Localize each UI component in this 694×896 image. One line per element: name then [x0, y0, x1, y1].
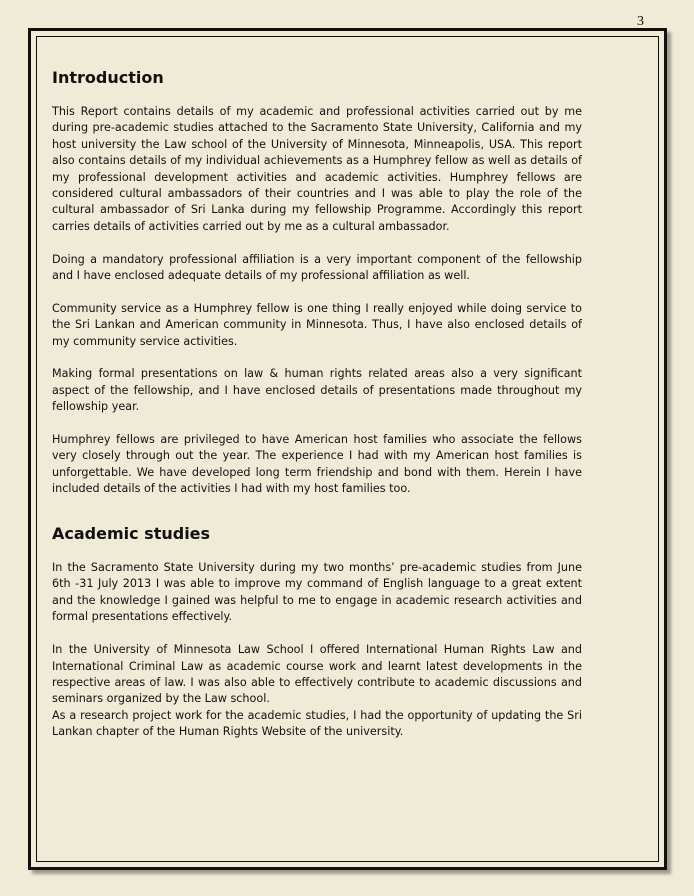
academic-studies-paragraph: In the Sacramento State University during my two months’ pre-academic studies from June 6th -31 July 2013 I was able to improve my command of English language to a great extent and the knowledge I gained was helpful to me to engage in academic research activities and formal presentations effectively.: [52, 561, 582, 624]
section-spacer: [52, 514, 582, 524]
introduction-paragraph: Doing a mandatory professional affiliation is a very important component of the fellowship and I have enclosed adequate details of my professional affiliation as well.: [52, 252, 582, 283]
page-number: 3: [637, 14, 644, 29]
academic-studies-paragraph: As a research project work for the academic studies, I had the opportunity of updating the Sri Lankan chapter of the Human Rights Website of the university.: [52, 708, 582, 739]
document-body: [52, 68, 582, 741]
academic-studies-paragraph: In the University of Minnesota Law School I offered International Human Rights Law and International Criminal Law as academic course work and learnt latest developments in the respective areas of law. I was also able to effectively contribute to academic discussions and seminars organized by the Law school.: [52, 643, 582, 706]
introduction-paragraph: This Report contains details of my academic and professional activities carried out by me during pre-academic studies attached to the Sacramento State University, California and my host university the Law school of the University of Minnesota, Minneapolis, USA. This report also contains details of my individual achievements as a Humphrey fellow as well as details of my professional development activities and academic activities. Humphrey fellows are considered cultural ambassadors of their countries and I was able to play the role of the cultural ambassador of Sri Lanka during my fellowship Programme. Accordingly this report carries details of activities carried out by me as a cultural ambassador.: [52, 105, 582, 233]
introduction-paragraph: Making formal presentations on law & human rights related areas also a very significant aspect of the fellowship, and I have enclosed details of presentations made throughout my fellowship year.: [52, 367, 582, 414]
introduction-paragraph: Community service as a Humphrey fellow is one thing I really enjoyed while doing service to the Sri Lankan and American community in Minnesota. Thus, I have also enclosed details of my community service activities.: [52, 301, 582, 348]
academic-studies-heading: Academic studies: [52, 524, 211, 544]
introduction-paragraph: Humphrey fellows are privileged to have American host families who associate the fellows very closely through out the year. The experience I had with my American host families is unforgettable. We have developed long term friendship and bond with them. Herein I have included details of the activities I had with my host families too.: [52, 433, 582, 496]
introduction-heading: Introduction: [52, 68, 164, 87]
